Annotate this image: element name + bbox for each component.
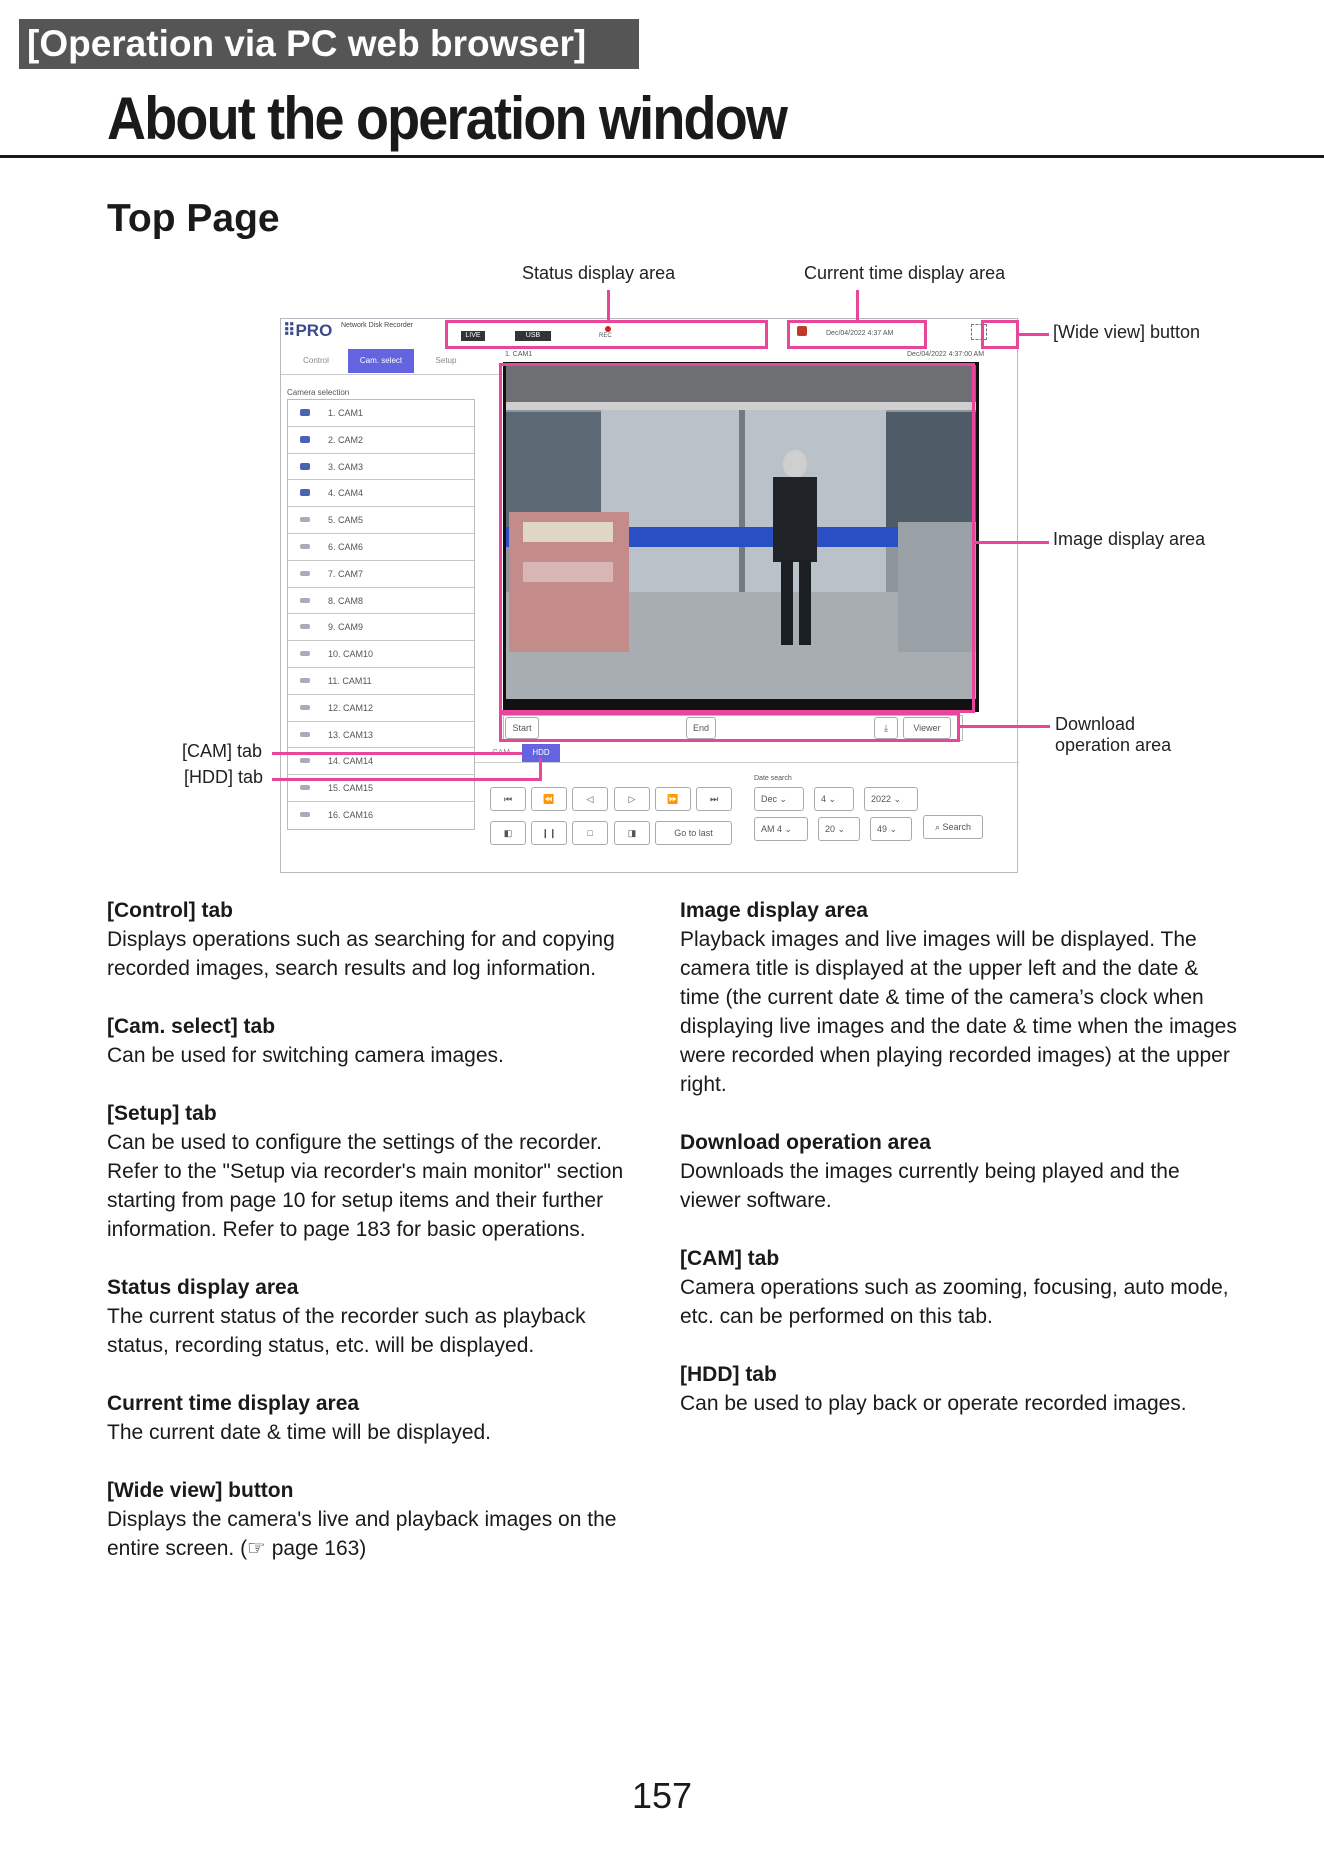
list-item[interactable]: 8. CAM8	[288, 588, 474, 615]
tab-control[interactable]: Control	[303, 356, 329, 365]
download-leader-line	[960, 725, 1050, 728]
desc-heading: [Cam. select] tab	[107, 1015, 276, 1038]
camera-icon	[300, 732, 310, 737]
camera-icon	[300, 812, 310, 817]
status-leader-line	[607, 290, 610, 320]
pause-icon[interactable]: ❙❙	[531, 821, 567, 845]
list-item[interactable]: 14. CAM14	[288, 748, 474, 775]
list-item[interactable]: 3. CAM3	[288, 454, 474, 481]
camera-icon	[300, 436, 310, 443]
callout-cam-tab: [CAM] tab	[182, 741, 263, 761]
second-select[interactable]: 49 ⌄	[870, 817, 912, 841]
wide-view-highlight-box	[981, 320, 1019, 349]
camera-icon	[300, 409, 310, 416]
list-item[interactable]: 2. CAM2	[288, 427, 474, 454]
page-number: 157	[631, 1775, 693, 1816]
fast-forward-icon[interactable]: ⏩	[655, 787, 691, 811]
camera-icon	[300, 651, 310, 656]
desc-body: Can be used for switching camera images.	[107, 1044, 504, 1067]
desc-heading: Download operation area	[680, 1131, 931, 1154]
subsection-title: Top Page	[107, 197, 280, 240]
search-button[interactable]: ⌕ Search	[923, 815, 983, 839]
callout-wide-view: [Wide view] button	[1053, 322, 1201, 342]
skip-first-icon[interactable]: ⏮	[490, 787, 526, 811]
month-select[interactable]: Dec ⌄	[754, 787, 804, 811]
list-item[interactable]: 13. CAM13	[288, 722, 474, 749]
left-column	[107, 896, 652, 1592]
list-item[interactable]: 16. CAM16	[288, 802, 474, 829]
desc-body: The current date & time will be displayed.	[107, 1421, 492, 1444]
image-highlight-box	[499, 363, 975, 713]
day-select[interactable]: 4 ⌄	[814, 787, 854, 811]
right-column	[680, 896, 1240, 1447]
desc-heading: Status display area	[107, 1276, 299, 1299]
desc-heading: [Setup] tab	[107, 1102, 217, 1125]
tab-divider	[281, 374, 503, 375]
camera-icon	[300, 517, 310, 522]
tab-setup[interactable]: Setup	[435, 356, 457, 365]
callout-current-time: Current time display area	[804, 263, 1006, 283]
fast-rewind-icon[interactable]: ⏪	[531, 787, 567, 811]
desc-body: Can be used to configure the settings of the recorder. Refer to the "Setup via recorder's main monitor" section starting from page 10 for setup items and their further information. Refer to page 183 for basic operations.	[107, 1131, 624, 1241]
list-item[interactable]: 6. CAM6	[288, 534, 474, 561]
camera-icon	[300, 678, 310, 683]
camera-icon	[300, 624, 310, 629]
desc-body: Camera operations such as zooming, focusing, auto mode, etc. can be performed on this tab.	[680, 1276, 1229, 1328]
skip-last-icon[interactable]: ⏭	[696, 787, 732, 811]
section-tag: [Operation via PC web browser]	[19, 19, 639, 69]
end-button[interactable]: End	[686, 717, 716, 739]
desc-status-display	[107, 1273, 652, 1360]
desc-body: Downloads the images currently being played and the viewer software.	[680, 1160, 1180, 1212]
usb-badge: USB	[515, 331, 551, 341]
list-item[interactable]: 10. CAM10	[288, 641, 474, 668]
start-button[interactable]: Start	[505, 717, 539, 739]
live-badge: LIVE	[461, 331, 485, 341]
callout-status-display: Status display area	[522, 263, 676, 283]
search-icon: ⌕	[934, 822, 940, 832]
date-search-label: Date search	[754, 775, 792, 782]
camera-icon	[300, 785, 310, 790]
status-highlight-box	[445, 320, 768, 349]
hour-select[interactable]: AM 4 ⌄	[754, 817, 808, 841]
camera-icon	[300, 705, 310, 710]
camera-icon	[300, 758, 310, 763]
desc-body: Playback images and live images will be displayed. The camera title is displayed at the upper left and the date & time (the current date & time of the camera’s clock when displaying live images and the date & time when the images were recorded when playing recorded images) at the upper right.	[680, 928, 1237, 1096]
callout-download-line1: Download	[1055, 714, 1136, 734]
logo: ⠿PRO	[283, 321, 333, 340]
desc-body: Displays operations such as searching for and copying recorded images, search results and log information.	[107, 928, 615, 980]
desc-heading: [CAM] tab	[680, 1247, 780, 1270]
camera-icon	[300, 598, 310, 603]
desc-heading: [Control] tab	[107, 899, 233, 922]
hdd-tab-leader-line	[272, 778, 542, 781]
current-time-value: Dec/04/2022 4:37 AM	[826, 330, 894, 337]
time-highlight-box	[787, 320, 927, 349]
desc-current-time	[107, 1389, 652, 1447]
download-icon[interactable]: ⤓	[874, 717, 898, 739]
list-item[interactable]: 12. CAM12	[288, 695, 474, 722]
desc-hdd-tab	[680, 1360, 1240, 1418]
stop-icon[interactable]: □	[572, 821, 608, 845]
page-title: About the operation window	[107, 85, 787, 152]
list-item[interactable]: 9. CAM9	[288, 614, 474, 641]
desc-cam-tab	[680, 1244, 1240, 1331]
desc-heading: Current time display area	[107, 1392, 360, 1415]
callout-download-line2: operation area	[1055, 735, 1172, 755]
viewer-button[interactable]: Viewer	[903, 717, 951, 739]
desc-download	[680, 1128, 1240, 1215]
video-datetime: Dec/04/2022 4:37:00 AM	[907, 351, 985, 358]
prev-frame-icon[interactable]: ◧	[490, 821, 526, 845]
callout-image-display: Image display area	[1053, 529, 1206, 549]
desc-cam-select-tab	[107, 1012, 652, 1070]
camera-icon	[300, 571, 310, 576]
go-to-last-button[interactable]: Go to last	[655, 821, 732, 845]
list-item[interactable]: 11. CAM11	[288, 668, 474, 695]
list-item[interactable]: 4. CAM4	[288, 480, 474, 507]
rec-label: REC	[599, 333, 612, 339]
camera-icon	[300, 489, 310, 496]
list-item[interactable]: 1. CAM1	[288, 400, 474, 427]
desc-body: Can be used to play back or operate recorded images.	[680, 1392, 1187, 1415]
callout-hdd-tab: [HDD] tab	[184, 767, 264, 787]
cam-tab-leader-line	[272, 752, 522, 755]
callout-download	[1055, 714, 1171, 756]
desc-image-display	[680, 896, 1240, 1099]
time-leader-line	[856, 290, 859, 320]
hdd-tab-leader-vertical	[539, 758, 542, 780]
list-item[interactable]: 5. CAM5	[288, 507, 474, 534]
video-camera-title: 1. CAM1	[505, 351, 533, 358]
camera-selection-label: Camera selection	[287, 388, 350, 397]
desc-heading: [Wide view] button	[107, 1479, 294, 1502]
camera-icon	[300, 463, 310, 470]
download-highlight-box	[499, 712, 960, 742]
logo-subtitle: Network Disk Recorder	[341, 322, 413, 329]
title-divider	[0, 155, 1324, 158]
minute-select[interactable]: 20 ⌄	[818, 817, 860, 841]
desc-body: The current status of the recorder such as playback status, recording status, etc. will be displayed.	[107, 1305, 586, 1357]
wide-view-leader-line	[1019, 333, 1049, 336]
year-select[interactable]: 2022 ⌄	[864, 787, 918, 811]
desc-wide-view	[107, 1476, 652, 1563]
desc-body: Displays the camera's live and playback images on the entire screen. (☞ page 163)	[107, 1508, 617, 1560]
reverse-play-icon[interactable]: ◁	[572, 787, 608, 811]
tab-hdd[interactable]: HDD	[522, 744, 560, 762]
camera-icon	[300, 544, 310, 549]
camera-list	[287, 399, 475, 830]
tab-cam-select[interactable]: Cam. select	[348, 349, 414, 373]
list-item[interactable]: 7. CAM7	[288, 561, 474, 588]
logo-dots-icon: ⠿	[283, 321, 296, 340]
image-leader-line	[975, 541, 1049, 544]
desc-control-tab	[107, 896, 652, 983]
desc-heading: [HDD] tab	[680, 1363, 777, 1386]
desc-setup-tab	[107, 1099, 652, 1244]
desc-heading: Image display area	[680, 899, 868, 922]
play-icon[interactable]: ▷	[614, 787, 650, 811]
next-frame-icon[interactable]: ◨	[614, 821, 650, 845]
subtab-divider	[475, 762, 1019, 763]
list-item[interactable]: 15. CAM15	[288, 775, 474, 802]
